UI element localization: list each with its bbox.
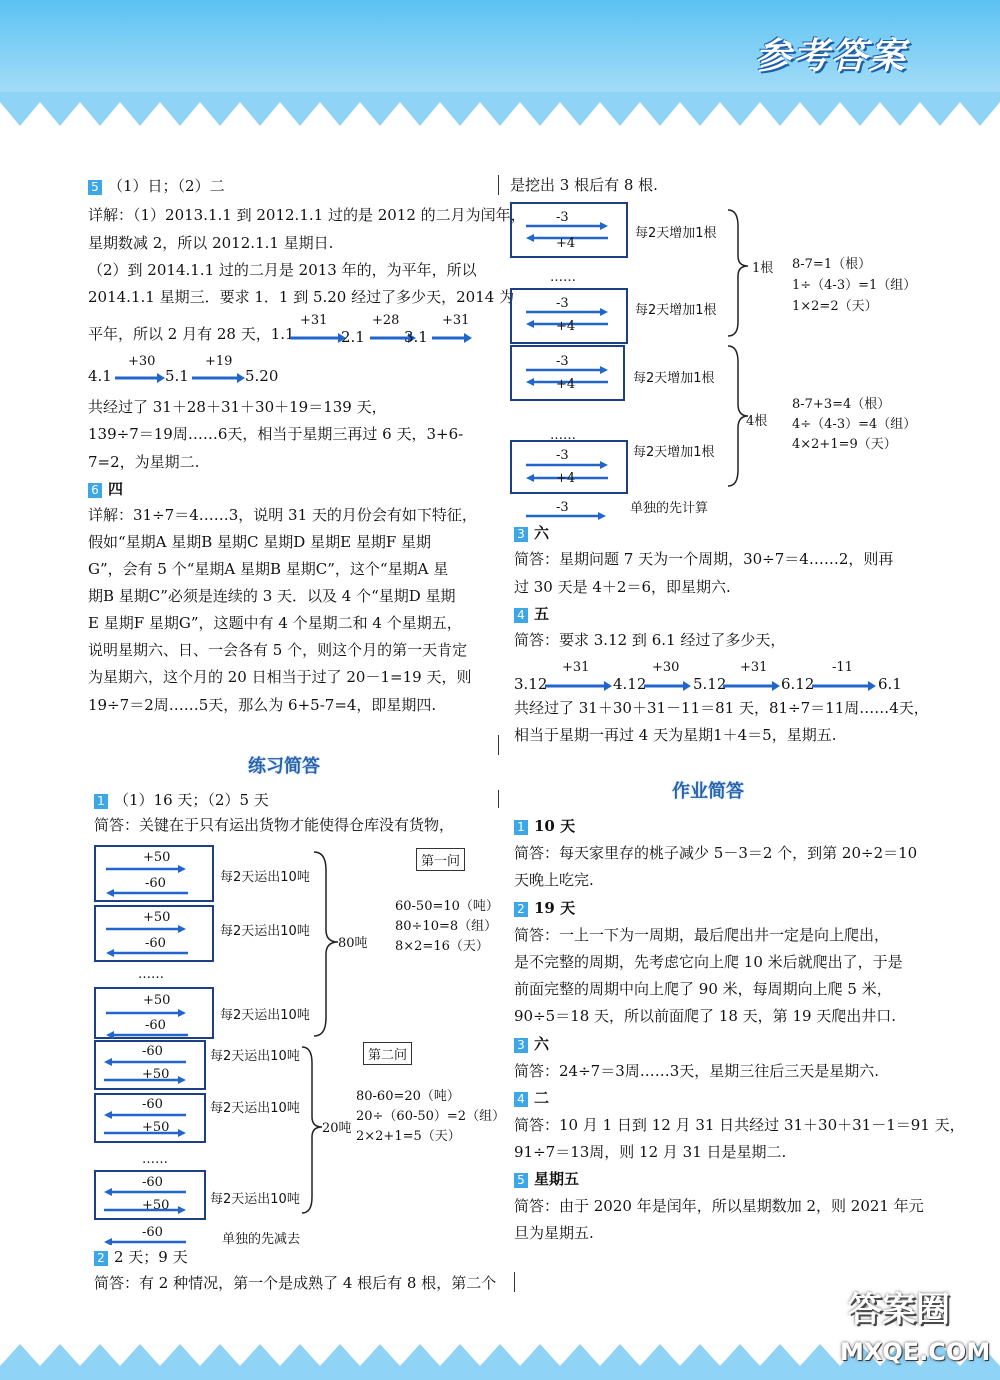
plus-label: +50 (142, 1120, 170, 1135)
minus-label: -60 (145, 1018, 166, 1033)
date-label: 5.20 (245, 367, 279, 385)
text-line: 星期数减 2，所以 2012.1.1 星期日. (88, 234, 334, 252)
column-divider (514, 1272, 515, 1292)
text-line: 90÷5＝18 天，所以前面爬了 18 天，第 19 天爬出井口. (514, 1007, 897, 1025)
text-line: 简答：10 月 1 日到 12 月 31 日共经过 31＋30＋31－1＝91 天， (514, 1116, 965, 1134)
answer: 六 (534, 1035, 550, 1053)
dots: …… (138, 967, 164, 982)
answer: 19 天 (534, 899, 576, 917)
column-divider (498, 175, 499, 195)
date-label: 5.1 (165, 367, 189, 385)
calc-line: 2×2+1=5（天） (356, 1129, 461, 1144)
date-label: 3.12 (514, 675, 548, 693)
header-zigzag (0, 92, 1000, 132)
text-line: 简答：一上一下为一周期，最后爬出井一定是向上爬出， (514, 926, 890, 944)
total-label: 80吨 (338, 936, 368, 951)
text-line: 详解：（1）2013.1.1 到 2012.1.1 过的是 2012 的二月为闰年， (88, 206, 526, 224)
text-line: 简答：每天家里存的桃子减少 5－3＝2 个，到第 20÷2＝10 (514, 844, 918, 862)
date-arrows-1 (270, 326, 480, 346)
practice-title: 练习简答 (248, 756, 320, 777)
text-line: 为星期六，这个月的 20 日相当于过了 20－1=19 天，则 (88, 668, 472, 686)
text-line: 旦为星期五. (514, 1224, 594, 1242)
text-line: E 星期F 星期G”，这题中有 4 个星期二和 4 个星期五， (88, 614, 462, 632)
minus-label: -60 (145, 876, 166, 891)
text-line: 简答：关键在于只有运出货物才能使得仓库没有货物， (94, 816, 455, 834)
arrow-label: +28 (372, 313, 400, 328)
minus-label: -60 (145, 936, 166, 951)
text-line: 平年，所以 2 月有 28 天，1.1 (88, 325, 295, 343)
question-number: 1 (94, 794, 108, 809)
date-arrows-2 (110, 368, 250, 388)
plus-label: +4 (556, 471, 576, 486)
column-divider (498, 735, 499, 755)
question-number: 2 (514, 902, 528, 917)
calc-line: 8-7+3=4（根） (792, 397, 891, 412)
cycle-note: 每2天增加1根 (633, 371, 715, 386)
text-line: 过 30 天是 4＋2＝6，即星期六. (514, 578, 731, 596)
text-line: 简答：有 2 种情况，第一个是成熟了 4 根后有 8 根，第二个 (94, 1274, 497, 1292)
question-number: 6 (88, 483, 102, 498)
watermark-logo: 答案圈 (848, 1290, 950, 1330)
part-tag: 第二问 (363, 1042, 412, 1065)
cycle-note: 每2天增加1根 (635, 226, 717, 241)
calc-line: 1÷（4-3）=1（组） (792, 278, 917, 293)
calc-line: 80÷10=8（组） (395, 919, 498, 934)
text-line: 说明星期六、日、一会各有 5 个，则这个月的第一天肯定 (88, 641, 468, 659)
part-tag: 第一问 (416, 848, 465, 871)
text-line: 简答：星期问题 7 天为一个周期，30÷7＝4……2，则再 (514, 550, 894, 568)
calc-line: 1×2=2（天） (792, 299, 878, 314)
text-line: 详解：31÷7＝4……3，说明 31 天的月份会有如下特征， (88, 506, 477, 524)
plus-label: +50 (142, 1067, 170, 1082)
text-line: 简答：由于 2020 年是闰年，所以星期数加 2，则 2021 年元 (514, 1197, 924, 1215)
plus-label: +50 (142, 1198, 170, 1213)
question-number: 2 (94, 1251, 108, 1266)
cycle-note: 每2天增加1根 (635, 303, 717, 318)
cycle-note: 每2天运出10吨 (220, 870, 310, 885)
arrow-label: +31 (562, 660, 590, 675)
column-divider (498, 790, 499, 808)
text-line: 简答：24÷7＝3周……3天，星期三往后三天是星期六. (514, 1062, 880, 1080)
text-line: 是不完整的周期，先考虑它向上爬 10 米后就爬出了，于是 (514, 953, 903, 971)
footer-note: 单独的先减去 (222, 1232, 301, 1247)
date-label: 5.12 (693, 675, 727, 693)
date-label: 6.1 (878, 675, 902, 693)
text-line: 前面完整的周期中向上爬了 90 米，每周期向上爬 5 米， (514, 980, 892, 998)
cycle-note: 每2天运出10吨 (210, 1101, 300, 1116)
date-arrows-3 (540, 676, 885, 696)
plus-label: +50 (143, 850, 171, 865)
total-label: 20吨 (322, 1121, 352, 1136)
text-line: 共经过了 31＋28＋31＋30＋19＝139 天， (88, 398, 387, 416)
question-number: 3 (514, 1038, 528, 1053)
plus-label: +4 (556, 236, 576, 251)
total-label: 4根 (746, 414, 768, 429)
arrow-label: +30 (652, 660, 680, 675)
question-number: 5 (88, 180, 102, 195)
text-line: G”，会有 5 个“星期A 星期B 星期C”，这个“星期A 星 (88, 560, 449, 578)
text-line: 2014.1.1 星期三．要求 1．1 到 5.20 经过了多少天，2014 为 (88, 288, 515, 306)
dots: …… (550, 270, 576, 285)
text-line: 139÷7＝19周……6天，相当于星期三再过 6 天，3+6- (88, 425, 464, 443)
watermark-url: MXQE.COM (840, 1338, 991, 1366)
minus-label: -3 (556, 296, 569, 311)
text-line: 简答：要求 3.12 到 6.1 经过了多少天， (514, 631, 786, 649)
cycle-note: 每2天运出10吨 (220, 924, 310, 939)
plus-label: +50 (143, 993, 171, 1008)
answer: 六 (534, 524, 550, 542)
answer: 二 (534, 1089, 550, 1107)
cycle-note: 每2天运出10吨 (220, 1008, 310, 1023)
plus-label: +4 (556, 319, 576, 334)
date-label: 2.1 (341, 328, 365, 346)
answer: 2 天；9 天 (114, 1248, 188, 1266)
date-label: 3.1 (404, 328, 428, 346)
text-line: 是挖出 3 根后有 8 根. (510, 176, 658, 194)
dots: …… (142, 1152, 168, 1167)
calc-line: 60-50=10（吨） (395, 899, 499, 914)
date-label: 6.12 (781, 675, 815, 693)
minus-label: -60 (142, 1044, 163, 1059)
cycle-note: 每2天运出10吨 (210, 1049, 300, 1064)
text-line: 共经过了 31＋30＋31－11＝81 天，81÷7＝11周……4天， (514, 699, 929, 717)
dots: …… (550, 428, 576, 443)
plus-label: +4 (556, 377, 576, 392)
question-number: 4 (514, 608, 528, 623)
calc-line: 20÷（60-50）=2（组） (356, 1109, 506, 1124)
plus-label: +50 (143, 910, 171, 925)
arrow-label: -11 (832, 660, 853, 675)
question-number: 4 (514, 1092, 528, 1107)
cycle-note: 每2天运出10吨 (210, 1192, 300, 1207)
answer: 五 (534, 605, 550, 623)
calc-line: 4×2+1=9（天） (792, 437, 897, 452)
arrow-label: +31 (300, 313, 328, 328)
text-line: 期B 星期C”必须是连续的 3 天．以及 4 个“星期D 星期 (88, 587, 456, 605)
answer: （1）16 天；（2）5 天 (114, 791, 269, 809)
calc-line: 8-7=1（根） (792, 257, 872, 272)
cycle-note: 每2天增加1根 (633, 445, 715, 460)
single-minus-label: -3 (556, 500, 569, 515)
arrow-label: +31 (442, 313, 470, 328)
minus-label: -60 (142, 1097, 163, 1112)
date-label: 4.12 (613, 675, 647, 693)
text-line: 假如“星期A 星期B 星期C 星期D 星期E 星期F 星期 (88, 533, 431, 551)
arrow-label: +19 (205, 354, 233, 369)
minus-label: -3 (556, 210, 569, 225)
single-minus-label: -60 (142, 1225, 163, 1240)
answer: 星期五 (534, 1170, 580, 1188)
question-number: 5 (514, 1173, 528, 1188)
question-number: 1 (514, 820, 528, 835)
answer: （1）日；（2）二 (108, 177, 225, 195)
text-line: （2）到 2014.1.1 过的二月是 2013 年的，为平年，所以 (88, 261, 477, 279)
question-number: 3 (514, 527, 528, 542)
total-label: 1根 (752, 261, 774, 276)
text-line: 19÷7＝2周……5天，那么为 6+5-7=4，即星期四. (88, 696, 437, 714)
calc-line: 4÷（4-3）=4（组） (792, 417, 917, 432)
text-line: 91÷7＝13周，则 12 月 31 日是星期二. (514, 1143, 787, 1161)
answer: 四 (108, 480, 124, 498)
header-title: 参考答案 (755, 36, 908, 77)
answer: 10 天 (534, 817, 576, 835)
arrow-label: +30 (128, 354, 156, 369)
text-line: 7=2，为星期二. (88, 453, 200, 471)
calc-line: 80-60=20（吨） (356, 1089, 460, 1104)
homework-title: 作业简答 (672, 781, 744, 802)
minus-label: -3 (556, 354, 569, 369)
text-line: 相当于星期一再过 4 天为星期1＋4＝5，星期五. (514, 726, 837, 744)
text-line: 天晚上吃完. (514, 871, 594, 889)
date-label: 4.1 (88, 367, 112, 385)
brace-3 (726, 208, 754, 488)
footer-note: 单独的先计算 (630, 501, 709, 516)
minus-label: -60 (142, 1175, 163, 1190)
minus-label: -3 (556, 448, 569, 463)
arrow-label: +31 (740, 660, 768, 675)
calc-line: 8×2=16（天） (395, 939, 489, 954)
